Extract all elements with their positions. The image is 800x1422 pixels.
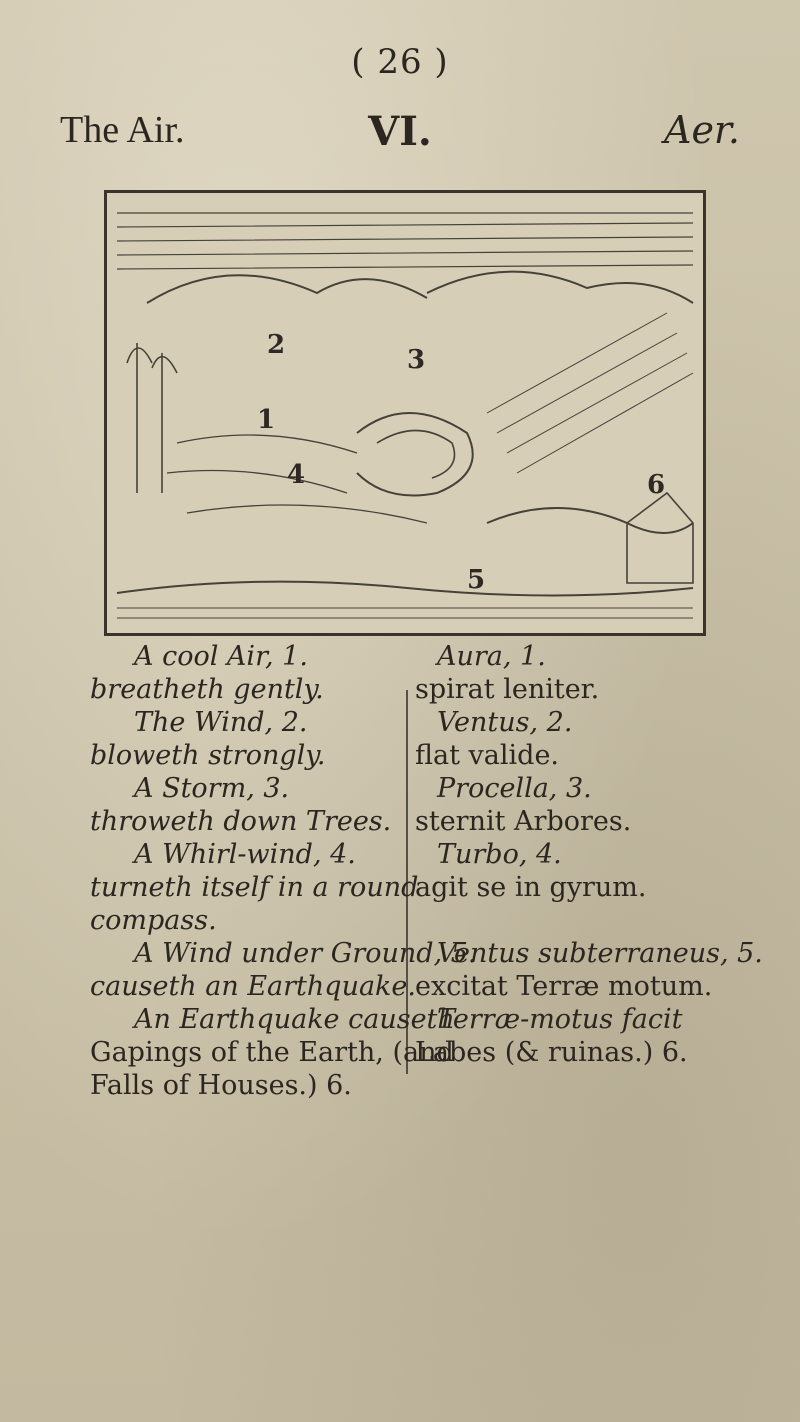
english-line: A Wind under Ground, 5. [134,938,477,969]
figure-label-4: 4 [287,460,306,490]
latin-line: sternit Arbores. [415,806,632,837]
latin-line: Aura, 1. [437,641,546,672]
latin-line: Labes (& ruinas.) 6. [415,1037,688,1068]
latin-line: Turbo, 4. [437,839,562,870]
latin-line: agit se in gyrum. [415,872,647,903]
english-column [90,640,477,1102]
engraving-illustration [104,190,706,636]
latin-line: Procella, 3. [437,773,592,804]
header-title-english: The Air. [60,109,185,151]
english-line: turneth itself in a round [90,872,419,903]
english-line: An Earthquake causeth [134,1004,455,1035]
figure-label-6: 6 [647,470,666,500]
english-line: A cool Air, 1. [134,641,308,672]
latin-column [415,640,775,1069]
latin-line: Ventus, 2. [437,707,573,738]
latin-line: flat valide. [415,740,560,771]
latin-line: Ventus subterraneus, 5. [437,938,763,969]
english-line: causeth an Earthquake. [90,971,416,1002]
latin-line: excitat Terræ motum. [415,971,713,1002]
latin-spacer [415,904,775,937]
header-title-latin: Aer. [664,108,740,152]
figure-label-1: 1 [257,405,276,435]
latin-line: Terræ-motus facit [437,1004,683,1035]
engraving-drawing [107,193,703,633]
english-line: throweth down Trees. [90,806,392,837]
figure-label-3: 3 [407,345,426,375]
english-line: A Storm, 3. [134,773,290,804]
figure-label-2: 2 [267,330,286,360]
english-line: Falls of Houses.) 6. [90,1070,352,1101]
english-line: bloweth strongly. [90,740,326,771]
figure-label-5: 5 [467,565,486,595]
english-line: The Wind, 2. [134,707,308,738]
english-line: Gapings of the Earth, (and [90,1037,454,1068]
latin-line: spirat leniter. [415,674,600,705]
english-line: A Whirl-wind, 4. [134,839,356,870]
english-line: compass. [90,905,217,936]
header-chapter-number: VI. [368,108,432,155]
page-number: ( 26 ) [351,42,449,82]
english-line: breatheth gently. [90,674,324,705]
